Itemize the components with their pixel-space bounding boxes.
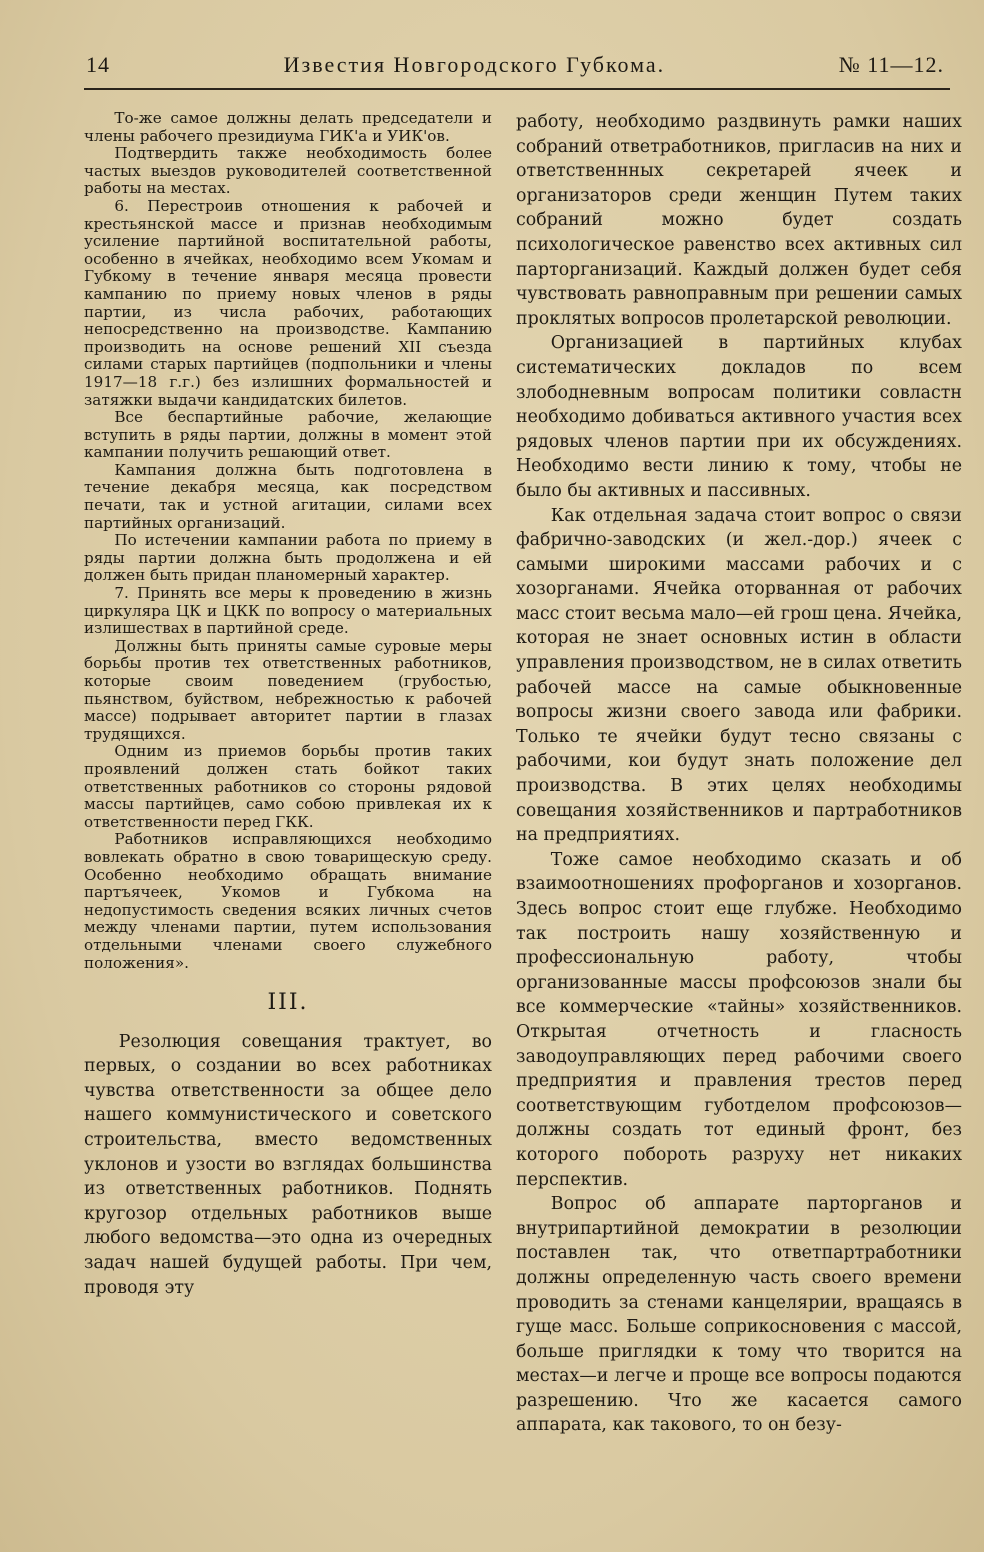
- paragraph: Тоже самое необходимо сказать и об взаимоотношениях профорганов и хозорганов. Здесь вопрос стоит еще глубже. Необходимо так построить нашу хозяйственную и профессиональную работу, чтобы организованные массы профсоюзов знали бы все коммерческие «тайны» хозяйственников. Открытая отчетность и гласность заводоуправляющих перед рабочими своего предприятия и правления трестов перед соответствующим губотделом профсоюзов—должны создать тот единый фронт, без которого побороть разруху нет никаких перспектив.: [516, 849, 962, 1190]
- paragraph: То-же самое должны делать председатели и члены рабочего президиума ГИК'а и УИК'ов.: [84, 109, 492, 145]
- issue-number: № 11—12.: [838, 52, 944, 77]
- header-rule: [84, 88, 950, 90]
- paragraph: Все беспартийные рабочие, желающие вступить в ряды партии, должны в момент этой кампании получить решающий ответ.: [84, 408, 492, 462]
- paragraph: Кампания должна быть подготовлена в течение декабря месяца, как посредством печати, так и устной агитации, силами всех партийных организаций.: [84, 460, 492, 532]
- paragraph: Подтвердить также необходимость более частых выездов руководителей соответственной работы на местах.: [84, 144, 492, 198]
- paragraph: 6. Перестроив отношения к рабочей и крестьянской массе и признав необходимым усиление партийной воспитательной работы, особенно в ячейках, необходимо всем Укомам и Губкому в течение января месяца провести кампанию по приему новых членов в ряды партии, из числа рабочих, работающих непосредственно на производстве. Кампанию производить на основе решений XII съезда силами старых партийцев (подпольники и члены 1917—18 г.г.) без излишних формальностей и затяжки выдачи кандидатских билетов.: [84, 196, 492, 409]
- page-header: [86, 52, 944, 86]
- paragraph: Резолюция совещания трактует, во первых, о создании во всех работниках чувства ответственности за общее дело нашего коммунистического и советского строительства, вместо ведомственных уклонов и узости во взглядах большинства из ответственных работников. Поднять кругозор отдельных работников выше любого ведомства—это одна из очередных задач нашей будущей работы. При чем, проводя эту: [84, 1031, 492, 1298]
- page-number: 14: [86, 52, 110, 77]
- paragraph: По истечении кампании работа по приему в ряды партии должна быть продолжена и ей должен быть придан планомерный характер.: [84, 531, 492, 585]
- paragraph: Должны быть приняты самые суровые меры борьбы против тех ответственных работников, которые своим поведением (грубостью, пьянством, буйством, небрежностью к рабочей массе) подрывает авторитет партии в глазах трудящихся.: [84, 636, 492, 743]
- left-column: [84, 110, 492, 1300]
- paragraph: Организацией в партийных клубах систематических докладов по всем злободневным вопросам политики совластн необходимо добиваться активного участия всех рядовых членов партии при их обсуждениях. Необходимо вести линию к тому, чтобы не было бы активных и пассивных.: [516, 333, 962, 501]
- publication-title: Известия Новгородского Губкома.: [283, 52, 666, 77]
- section-heading: III.: [267, 990, 309, 1016]
- paragraph: Как отдельная задача стоит вопрос о связи фабрично-заводских (и жел.-дор.) ячеек с самыми широкими массами рабочих и с хозорганами. Ячейка оторванная от рабочих масс стоит весьма мало—ей грош цена. Ячейка, которая не знает основных истин в области управления производством, не в силах ответить рабочей массе на самые обыкновенные вопросы жизни своего завода или фабрики. Только те ячейки будут тесно связаны с рабочими, кои будут знать положение дел производства. В этих целях необходимы совещания хозяйственников и партработников на предприятиях.: [516, 505, 962, 846]
- right-column: [516, 110, 962, 1438]
- paragraph: Работников исправляющихся необходимо вовлекать обратно в свою товарищескую среду. Особенно необходимо обращать внимание партъячеек, Укомов и Губкома на недопустимость сведения всяких личных счетов между членами партии, путем использования отдельными членами своего служебного положения».: [84, 830, 492, 972]
- paragraph: работу, необходимо раздвинуть рамки наших собраний ответработников, пригласив на них и ответственнных секретарей ячеек и организаторов среди женщин Путем таких собраний можно будет создать психологическое равенство всех активных сил парторганизаций. Каждый должен будет себя чувствовать равноправным при решении самых проклятых вопросов пролетарской революции.: [516, 112, 962, 329]
- paragraph: Вопрос об аппарате парторганов и внутрипартийной демократии в резолюции поставлен так, что ответпартработники должны определенную часть своего времени проводить за стенами канцелярии, вращаясь в гуще масс. Больше соприкосновения с массой, больше приглядки к тому что творится на местах—и легче и проще все вопросы подаются разрешению. Что же касается самого аппарата, как такового, то он безу-: [516, 1194, 962, 1436]
- paragraph: Одним из приемов борьбы против таких проявлений должен стать бойкот таких ответственных работников со стороны рядовой массы партийцев, само собою привлекая их к ответственности перед ГКК.: [84, 742, 492, 831]
- paragraph: 7. Принять все меры к проведению в жизнь циркуляра ЦК и ЦКК по вопросу о материальных излишествах в партийной среде.: [84, 584, 492, 638]
